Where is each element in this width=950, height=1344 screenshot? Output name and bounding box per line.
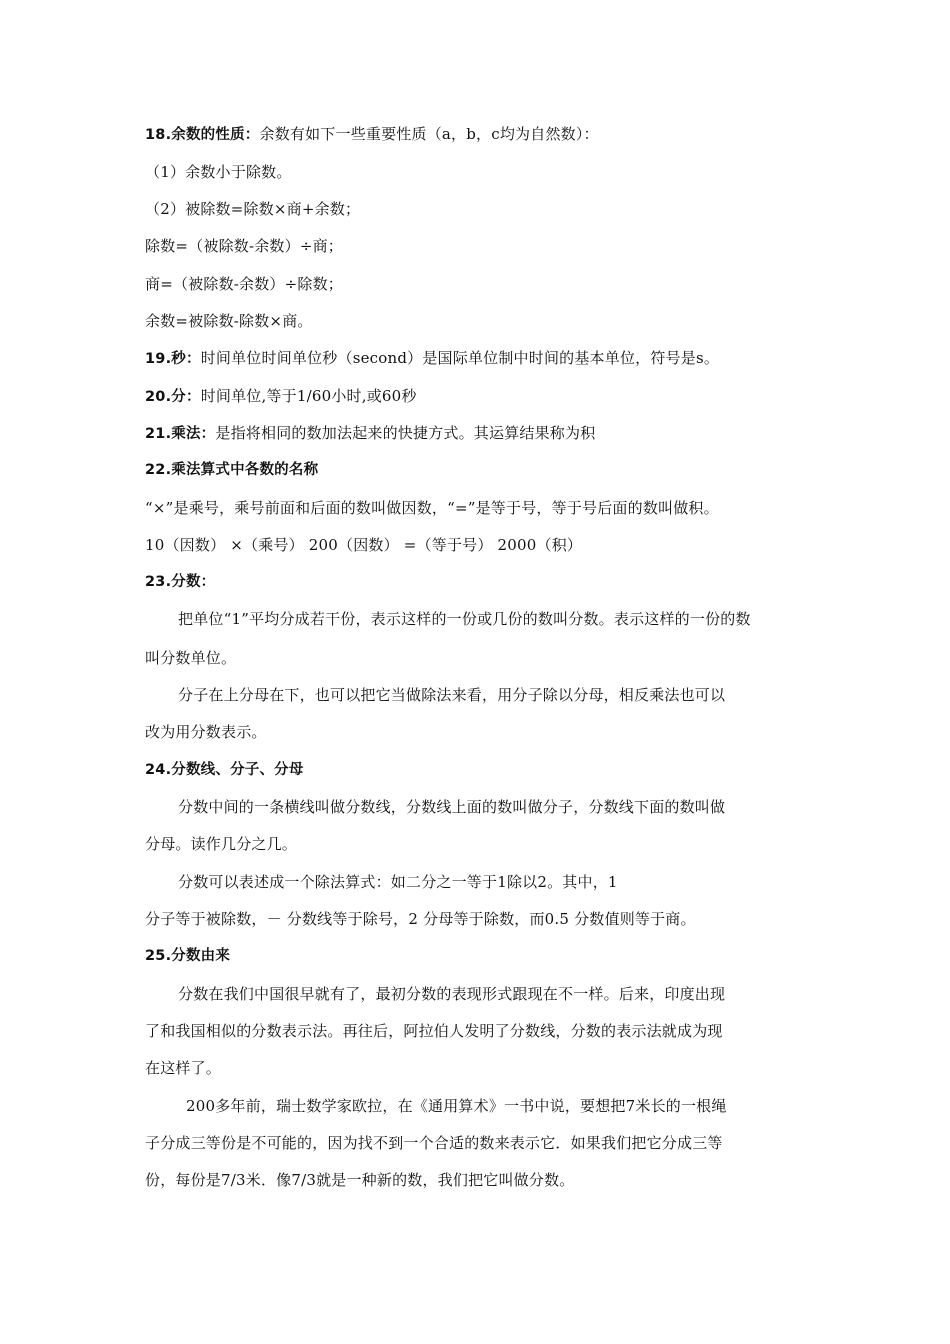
section-20-line [145,386,417,407]
section-25-para-2a: 200多年前，瑞士数学家欧拉，在《通用算术》一书中说，要想把7米长的一根绳 [186,1097,727,1115]
section-20-heading: 20.分： [145,389,201,405]
section-21-heading: 21.乘法： [145,426,216,442]
section-18-line [145,124,599,145]
section-23-para-2a: 分子在上分母在下，也可以把它当做除法来看，用分子除以分母，相反乘法也可以 [178,686,726,704]
section-25-para-1b: 了和我国相似的分数表示法。再往后，阿拉伯人发明了分数线，分数的表示法就成为现 [145,1022,723,1040]
section-23-para-2b: 改为用分数表示。 [145,723,267,741]
section-22-heading: 22.乘法算式中各数的名称 [145,462,319,478]
section-19-heading: 19.秒： [145,351,201,367]
section-21-text: 是指将相同的数加法起来的快捷方式。其运算结果称为积 [215,424,596,442]
section-23-para-1b: 叫分数单位。 [145,649,237,667]
section-24-para-2a: 分数可以表述成一个除法算式：如二分之一等于1除以2。其中，1 [178,873,618,891]
section-24-para-2b: 分子等于被除数，－ 分数线等于除号，2 分母等于除数，而0.5 分数值则等于商。 [145,910,696,928]
section-24-heading: 24.分数线、分子、分母 [145,762,304,778]
section-23-heading: 23.分数： [145,574,216,590]
section-25-para-1a: 分数在我们中国很早就有了，最初分数的表现形式跟现在不一样。后来，印度出现 [178,985,726,1003]
remainder-rule-4: 商=（被除数-余数）÷除数； [145,275,344,293]
section-18-heading: 18.余数的性质： [145,127,260,143]
section-24-para-1b: 分母。读作几分之几。 [145,835,298,853]
section-19-text: 时间单位时间单位秒（second）是国际单位制中时间的基本单位，符号是s。 [200,349,720,367]
section-23-para-1a: 把单位“1”平均分成若干份，表示这样的一份或几份的数叫分数。表示这样的一份的数 [178,610,751,628]
section-18-text: 余数有如下一些重要性质（a，b，c均为自然数）： [259,125,599,143]
remainder-rule-2: （2）被除数=除数×商+余数； [145,200,361,218]
section-19-line [145,348,719,369]
remainder-rule-1: （1）余数小于除数。 [145,163,292,181]
section-25-para-2b: 子分成三等份是不可能的，因为找不到一个合适的数来表示它．如果我们把它分成三等 [145,1134,723,1152]
section-25-heading: 25.分数由来 [145,948,231,964]
section-24-para-1a: 分数中间的一条横线叫做分数线，分数线上面的数叫做分子，分数线下面的数叫做 [178,798,726,816]
section-25-para-2c: 份，每份是7/3米．像7/3就是一种新的数，我们把它叫做分数。 [145,1171,575,1189]
section-22-text-1: “×”是乘号，乘号前面和后面的数叫做因数，“=”是等于号，等于号后面的数叫做积。 [145,499,719,517]
remainder-rule-3: 除数=（被除数-余数）÷商； [145,237,344,255]
section-21-line [145,423,595,444]
remainder-rule-5: 余数=被除数-除数×商。 [145,312,313,330]
section-25-para-1c: 在这样了。 [145,1059,222,1077]
section-20-text: 时间单位,等于1/60小时,或60秒 [200,387,417,405]
section-22-text-2: 10（因数） ×（乘号） 200（因数） =（等于号） 2000（积） [145,536,583,554]
